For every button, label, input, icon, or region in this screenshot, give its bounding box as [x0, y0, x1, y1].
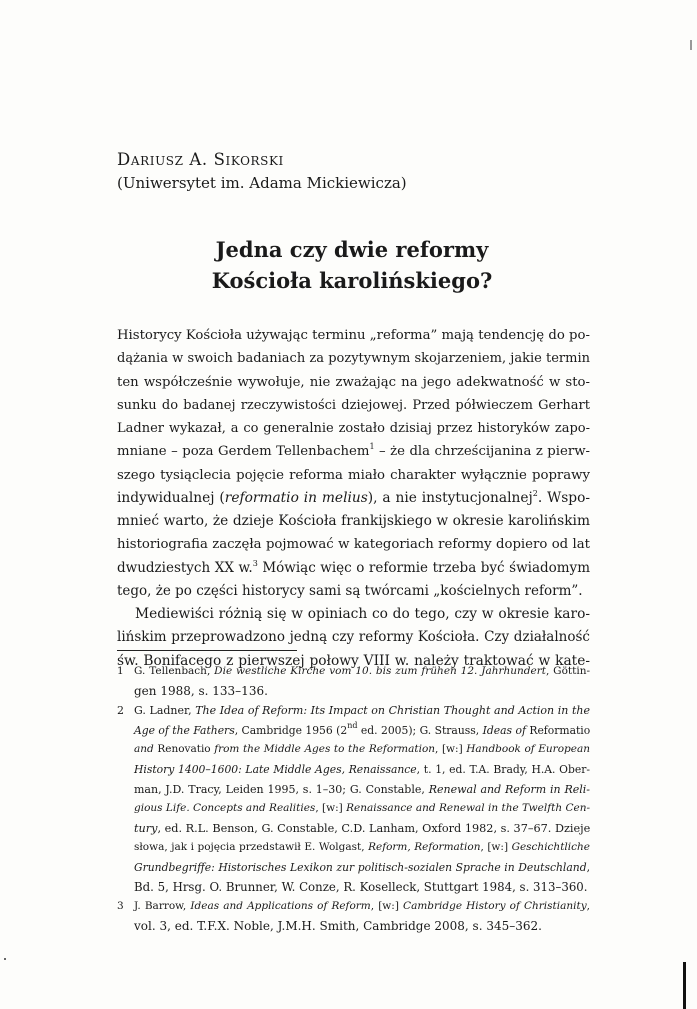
footnote-ref[interactable]: 3 [252, 558, 258, 568]
footnote-number: 2 [117, 704, 124, 718]
body-line: św. Bonifacego z pierwszej połowy VIII w. należy traktować w kate- [117, 652, 590, 669]
footnote-title: Ideas and Applications of Reform [190, 900, 371, 913]
footnote-text: G. Tellenbach, [134, 665, 215, 677]
footnote-title: Ideas of [482, 723, 530, 737]
footnote-text: , [w:] [370, 900, 404, 913]
scan-edge-mark [683, 962, 686, 1009]
footnote-ref[interactable]: 1 [369, 442, 375, 452]
body-line: szego tysiąclecia pojęcie reforma miało charakter wyłącznie poprawy [117, 467, 590, 483]
scan-mark [4, 958, 6, 960]
footnote-title: tury [134, 821, 158, 835]
footnote-number: 1 [117, 665, 124, 677]
footnote-2-cont [117, 760, 590, 780]
footnote-text: G. Ladner, [134, 704, 196, 718]
footnote-number: 3 [117, 900, 124, 913]
footnote-text: , Cambridge 1956 (2 [234, 723, 348, 737]
footnote-title: Renaissance and Renewal in the Twelfth Cen- [346, 802, 591, 815]
footnote-text: man, J.D. Tracy, Leiden 1995, s. 1–30; G. Constable, [134, 782, 429, 796]
footnote-title: Cambridge History of Christianity [403, 900, 587, 913]
body-text: . Wspo- [537, 489, 590, 506]
footnote-text: , [w:] [435, 743, 467, 756]
footnote-title: from the Middle Ages to the Reformation [210, 743, 436, 756]
body-line [117, 487, 590, 510]
footnote-text: Renovatio [157, 743, 211, 756]
footnote-text: , [586, 900, 590, 913]
body-line: sunku do badanej rzeczywistości dziejowej. Przed półwieczem Gerhart [117, 397, 590, 413]
title-line-1: Jedna czy dwie reformy [215, 237, 489, 262]
footnote-title: The Idea of Reform: Its Impact on Christian Thought and Action in the [195, 704, 590, 718]
footnote-text: , Göttin- [545, 665, 590, 677]
latin-phrase: reformatio in melius [224, 489, 368, 506]
footnote-text: , [w:] [480, 841, 512, 854]
footnote-title: Handbook of European [466, 743, 590, 756]
body-line: Ladner wykazał, a co generalnie zostało dzisiaj przez historyków zapo- [117, 421, 590, 436]
body-line: Mediewiści różnią się w opiniach co do tego, czy w okresie karo- [135, 606, 590, 622]
scan-mark [690, 40, 692, 50]
footnote-ref[interactable]: 2 [532, 488, 538, 498]
footnote-title: Geschichtliche [511, 841, 590, 854]
footnote-title: Die westliche Kirche vom 10. bis zum frühen 12. Jahrhundert [214, 665, 546, 677]
body-line: dążania w swoich badaniach za pozytywnym skojarzeniem, jakie termin [117, 351, 590, 367]
ordinal-suffix: nd [347, 720, 358, 730]
footnote-3 [117, 897, 590, 917]
footnote-2-cont: Bd. 5, Hrsg. O. Brunner, W. Conze, R. Koselleck, Stuttgart 1984, s. 313–360. [134, 879, 588, 894]
footnote-title: Grundbegriffe: Historisches Lexikon zur politisch-sozialen Sprache in Deutschland [134, 860, 587, 874]
body-text: ), a nie instytucjonalnej [367, 489, 533, 506]
title-line-2: Kościoła karolińskiego? [211, 268, 493, 293]
article-body [117, 324, 590, 673]
footnote-title: and [134, 743, 158, 756]
body-line: mnieć warto, że dzieje Kościoła frankijskiego w okresie karolińskim [117, 513, 590, 529]
footnote-text: , [586, 860, 590, 874]
footnote-3-cont: vol. 3, ed. T.F.X. Noble, J.M.H. Smith, Cambridge 2008, s. 345–362. [134, 918, 542, 933]
footnote-1 [117, 662, 590, 682]
body-text: – że dla chrześcijanina z pierw- [374, 444, 591, 460]
footnote-2-cont [117, 780, 590, 800]
footnote-text: , ed. R.L. Benson, G. Constable, C.D. Lanham, Oxford 1982, s. 37–67. Dzieje [157, 821, 591, 835]
footnote-2-cont [117, 799, 590, 819]
body-text: Mówiąc więc o reformie trzeba być świadomym [257, 559, 590, 576]
footnote-2-cont [117, 740, 590, 760]
author-affiliation: (Uniwersytet im. Adama Mickiewicza) [117, 174, 407, 192]
body-text: mniane – poza Gerdem Tellenbachem [117, 444, 370, 460]
body-text: dwudziestych XX w. [117, 559, 253, 576]
footnote-2-cont [117, 838, 590, 858]
body-line [117, 440, 590, 463]
author-name: Dariusz A. Sikorski [117, 150, 284, 169]
footnote-text: słowa, jak i pojęcia przedstawił E. Wolgast, [134, 841, 369, 854]
body-line: ten współcześnie wywołuje, nie zważając na jego adekwatność w sto- [117, 374, 590, 390]
footnote-2 [117, 701, 590, 721]
footnote-title: gious Life. Concepts and Realities [134, 802, 316, 815]
footnote-title: Age of the Fathers [134, 723, 235, 737]
footnotes [117, 662, 590, 936]
footnote-1-cont: gen 1988, s. 133–136. [134, 683, 268, 698]
footnote-text: , t. 1, ed. T.A. Brady, H.A. Ober- [416, 762, 590, 776]
footnote-text: J. Barrow, [134, 900, 191, 913]
footnote-text: Reformatio [529, 723, 591, 737]
footnote-divider [117, 650, 297, 651]
footnote-title: Reform, Reformation [368, 841, 481, 854]
footnote-2-cont [117, 858, 590, 878]
article-title [117, 234, 587, 296]
footnote-title: History 1400–1600: Late Middle Ages, Renaissance [134, 762, 417, 776]
body-line [117, 557, 590, 580]
body-line: Historycy Kościoła używając terminu „reforma” mają tendencję do po- [117, 328, 590, 343]
footnote-2-cont [117, 819, 590, 839]
body-line: tego, że po części historycy sami są twórcami „kościelnych reform”. [117, 582, 583, 599]
body-line: historiografia zaczęła pojmować w kategoriach reformy dopiero od lat [117, 537, 590, 553]
footnote-2-cont [117, 721, 590, 741]
footnote-title: Renewal and Reform in Reli- [428, 782, 590, 796]
body-line: lińskim przeprowadzono jedną czy reformy Kościoła. Czy działalność [117, 629, 590, 646]
footnote-text: ed. 2005); G. Strauss, [357, 723, 483, 737]
body-text: indywidualnej ( [117, 489, 225, 506]
footnote-text: , [w:] [315, 802, 347, 815]
